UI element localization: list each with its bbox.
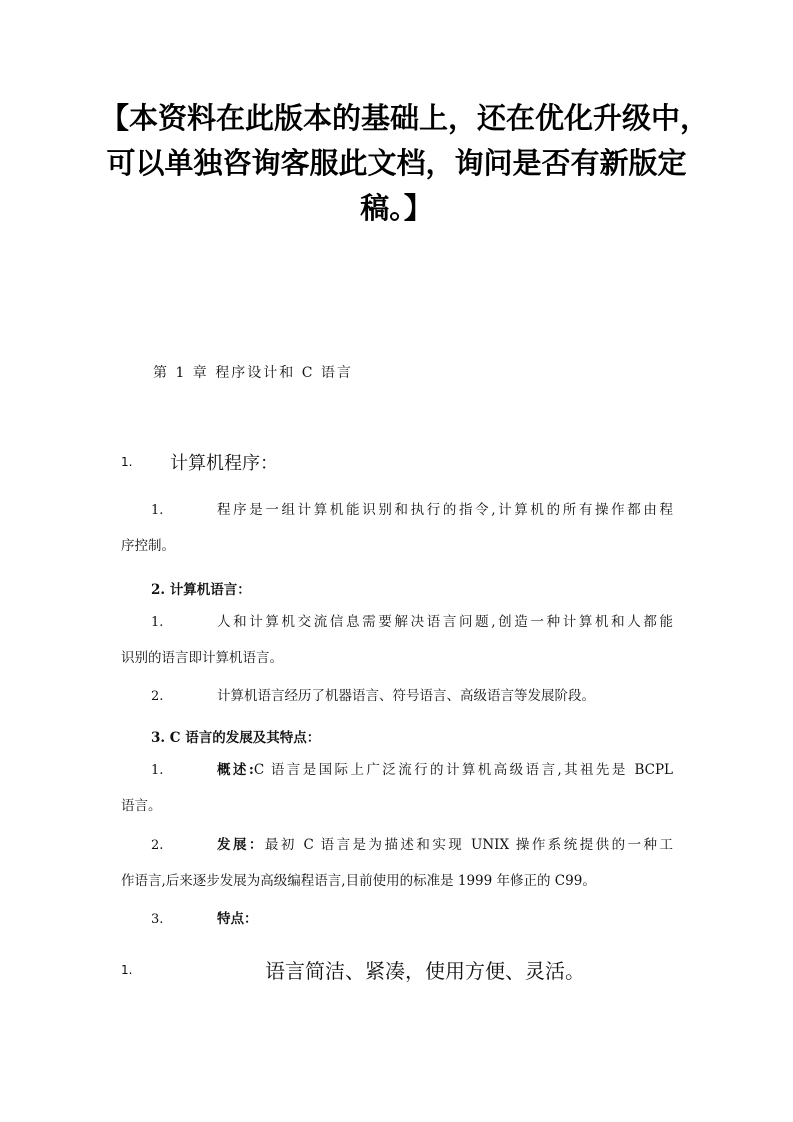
notice-line-3: 稿。】 [360, 191, 433, 225]
para-number: 2. [151, 838, 164, 853]
para-number: 3. [151, 912, 164, 927]
para-text: 最初 C 语言是为描述和实现 UNIX 操作系统提供的一种工 [264, 837, 673, 853]
list-item-text: 语言简洁、紧凑，使用方便、灵活。 [265, 959, 585, 983]
para-line: 人和计算机交流信息需要解决语言问题,创造一种计算机和人都能 [217, 614, 673, 630]
notice-banner [100, 96, 710, 231]
para-line [121, 827, 673, 863]
paragraph-development [121, 827, 673, 899]
para-text: C 语言是国际上广泛流行的计算机高级语言,其祖先是 BCPL [253, 762, 673, 778]
para-label: 概述: [217, 762, 254, 778]
para-number: 1. [151, 763, 164, 778]
paragraph-program-definition [121, 492, 673, 564]
chapter-heading: 第 1 章 程序设计和 C 语言 [153, 365, 353, 381]
para-line: 作语言,后来逐步发展为高级编程语言,目前使用的标准是 1999 年修正的 C99。 [121, 873, 596, 889]
para-line: 程序是一组计算机能识别和执行的指令,计算机的所有操作都由程 [217, 502, 673, 518]
section-title: 计算机程序： [170, 453, 278, 474]
paragraph-overview [121, 752, 673, 824]
list-item-number: 1. [121, 963, 133, 977]
para-line [121, 752, 673, 788]
para-line: 序控制。 [121, 538, 175, 554]
para-line: 识别的语言即计算机语言。 [121, 650, 283, 666]
para-number: 1. [151, 503, 164, 518]
para-number: 2. [151, 689, 164, 704]
para-number: 1. [151, 615, 164, 630]
paragraph-language-stages [121, 678, 673, 714]
notice-line-1: 【本资料在此版本的基础上，还在优化升级中， [100, 101, 710, 135]
subheading-c-language: 3. C 语言的发展及其特点： [151, 730, 321, 746]
paragraph-language-communication [121, 604, 673, 676]
para-line: 语言。 [121, 798, 162, 814]
paragraph-features [121, 901, 673, 937]
para-label: 特点： [217, 911, 258, 927]
notice-line-2: 可以单独咨询客服此文档，询问是否有新版定 [106, 146, 687, 180]
para-line [121, 901, 673, 937]
para-label: 发展： [217, 837, 265, 853]
para-line: 计算机语言经历了机器语言、符号语言、高级语言等发展阶段。 [217, 688, 595, 704]
section-number: 1. [121, 455, 133, 469]
subheading-computer-language: 2. 计算机语言： [151, 582, 251, 598]
